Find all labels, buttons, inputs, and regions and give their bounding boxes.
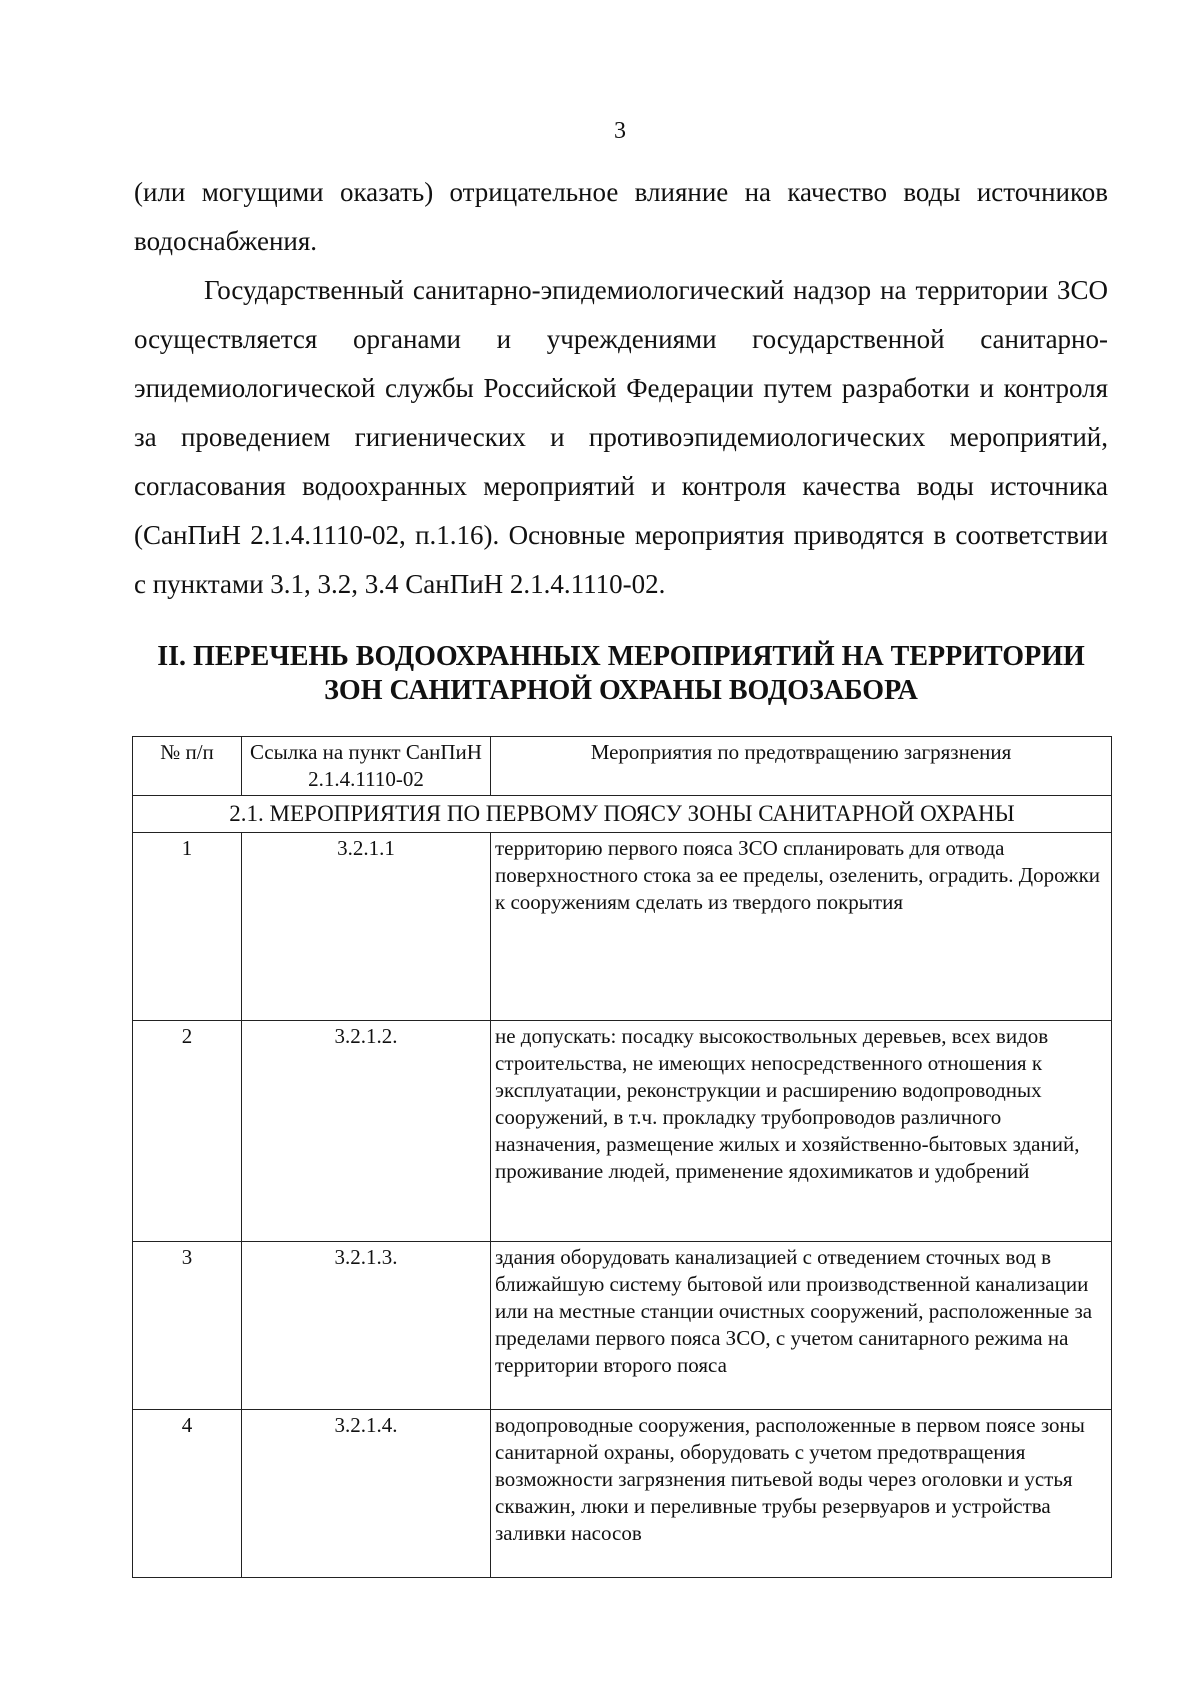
header-num: № п/п [133,737,242,796]
section-row-title: 2.1. МЕРОПРИЯТИЯ ПО ПЕРВОМУ ПОЯСУ ЗОНЫ САНИТАРНОЙ ОХРАНЫ [133,796,1112,833]
table-row [133,1242,1112,1410]
row-num: 2 [133,1021,242,1242]
table-row [133,1021,1112,1242]
row-desc: здания оборудовать канализацией с отведением сточных вод в ближайшую систему бытовой или производственной канализации или на местные станции очистных сооружений, расположенные за пределами первого пояса ЗСО, с учетом санитарного режима на территории второго пояса [491,1242,1112,1410]
row-desc: не допускать: посадку высокоствольных деревьев, всех видов строительства, не имеющих непосредственного отношения к эксплуатации, реконструкции и расширению водопроводных сооружений, в т.ч. прокладку трубопроводов различного назначения, размещение жилых и хозяйственно-бытовых зданий, проживание людей, применение ядохимикатов и удобрений [491,1021,1112,1242]
table-row [133,1410,1112,1578]
row-ref: 3.2.1.2. [242,1021,491,1242]
row-num: 1 [133,833,242,1021]
row-num: 3 [133,1242,242,1410]
table-header-row [133,737,1112,796]
row-ref: 3.2.1.4. [242,1410,491,1578]
row-desc: водопроводные сооружения, расположенные в первом поясе зоны санитарной охраны, оборудовать с учетом предотвращения возможности загрязнения питьевой воды через оголовки и устья скважин, люки и переливные трубы резервуаров и устройства заливки насосов [491,1410,1112,1578]
row-ref: 3.2.1.1 [242,833,491,1021]
row-desc: территорию первого пояса ЗСО спланировать для отвода поверхностного стока за ее пределы, озеленить, оградить. Дорожки к сооружениям сделать из твердого покрытия [491,833,1112,1021]
header-ref: Ссылка на пункт СанПиН 2.1.4.1110-02 [242,737,491,796]
header-desc: Мероприятия по предотвращению загрязнения [491,737,1112,796]
table-section-row [133,796,1112,833]
table-row [133,833,1112,1021]
row-num: 4 [133,1410,242,1578]
section-title: II. ПЕРЕЧЕНЬ ВОДООХРАННЫХ МЕРОПРИЯТИЙ НА ТЕРРИТОРИИ ЗОН САНИТАРНОЙ ОХРАНЫ ВОДОЗАБОРА [157,641,1085,706]
row-ref: 3.2.1.3. [242,1242,491,1410]
page-number: 3 [614,118,626,144]
paragraph-continuation: (или могущими оказать) отрицательное влияние на качество воды источников водоснабжения. [134,177,1108,256]
paragraph-supervision: Государственный санитарно-эпидемиологический надзор на территории ЗСО осуществляется органами и учреждениями государственной санитарно-эпидемиологической службы Российской Федерации путем разработки и контроля за проведением гигиенических и противоэпидемиологических мероприятий, согласования водоохранных мероприятий и контроля качества воды источника (СанПиН 2.1.4.1110-02, п.1.16). Основные мероприятия приводятся в соответствии с пунктами 3.1, 3.2, 3.4 СанПиН 2.1.4.1110-02. [134,275,1108,599]
body-text [134,168,1108,609]
measures-table [132,736,1112,1578]
